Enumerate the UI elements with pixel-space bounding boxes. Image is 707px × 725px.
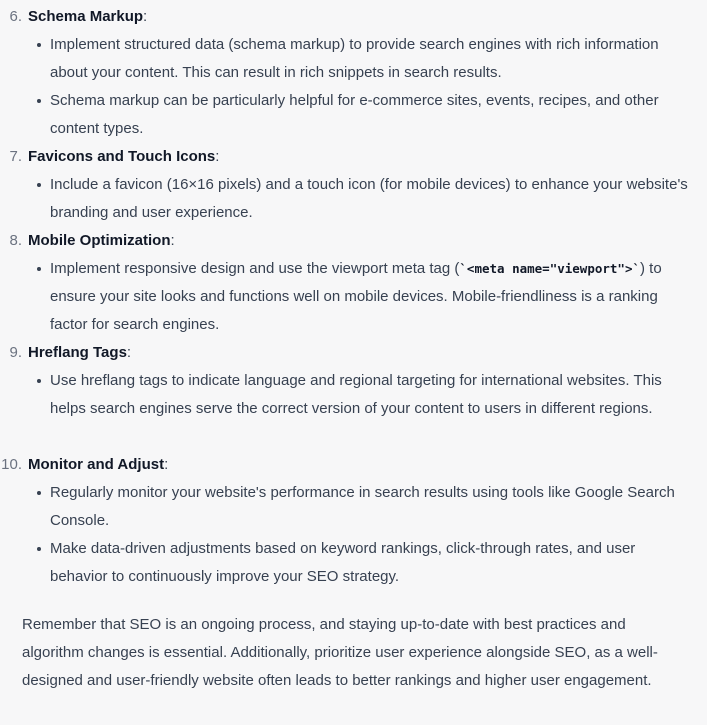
closing-paragraph: Remember that SEO is an ongoing process, and staying up-to-date with best practices and algorithm changes is essential. Additionally, prioritize user experience alongside SEO, as a well-designed and user-friendly website often leads to better rankings and higher user engagement. [22,616,658,689]
list-number: 10. [1,456,22,473]
title-colon: : [126,344,132,361]
list-number: 6. [9,8,22,25]
list-item-mobile-optimization [0,227,690,339]
item-title: Schema Markup [28,8,144,25]
item-title: Favicons and Touch Icons [28,148,216,165]
bullet-point [28,255,690,339]
list-number: 8. [9,232,22,249]
list-item-monitor-adjust [0,451,690,591]
item-title: Hreflang Tags [28,344,127,361]
item-title: Monitor and Adjust [28,456,165,473]
list-number: 9. [9,344,22,361]
list-number: 7. [9,148,22,165]
bullet-point: Regularly monitor your website's performance in search results using tools like Google Search Console. [28,479,690,535]
list-item-favicons [0,143,690,227]
bullet-point: Implement structured data (schema markup) to provide search engines with rich information about your content. This can result in rich snippets in search results. [28,31,690,87]
title-colon: : [170,232,175,249]
bullet-text: Implement responsive design and use the viewport meta tag ( [50,260,460,277]
list-item-schema-markup [0,3,690,143]
inline-code: `<meta name="viewport">` [459,261,641,276]
bullet-text: ) to ensure your site looks and functions well on mobile devices. Mobile-friendliness is a ranking factor for search engines. [50,260,662,333]
bullet-point: Include a favicon (16×16 pixels) and a touch icon (for mobile devices) to enhance your website's branding and user experience. [28,171,690,227]
bullet-point: Make data-driven adjustments based on keyword rankings, click-through rates, and user behavior to continuously improve your SEO strategy. [28,535,690,591]
title-colon: : [143,8,148,25]
title-colon: : [215,148,220,165]
title-colon: : [164,456,169,473]
bullet-point: Schema markup can be particularly helpful for e-commerce sites, events, recipes, and other content types. [28,87,690,143]
list-item-hreflang [0,339,690,423]
item-title: Mobile Optimization [28,232,171,249]
bullet-point: Use hreflang tags to indicate language and regional targeting for international websites. This helps search engines serve the correct version of your content to users in different regions. [28,367,690,423]
